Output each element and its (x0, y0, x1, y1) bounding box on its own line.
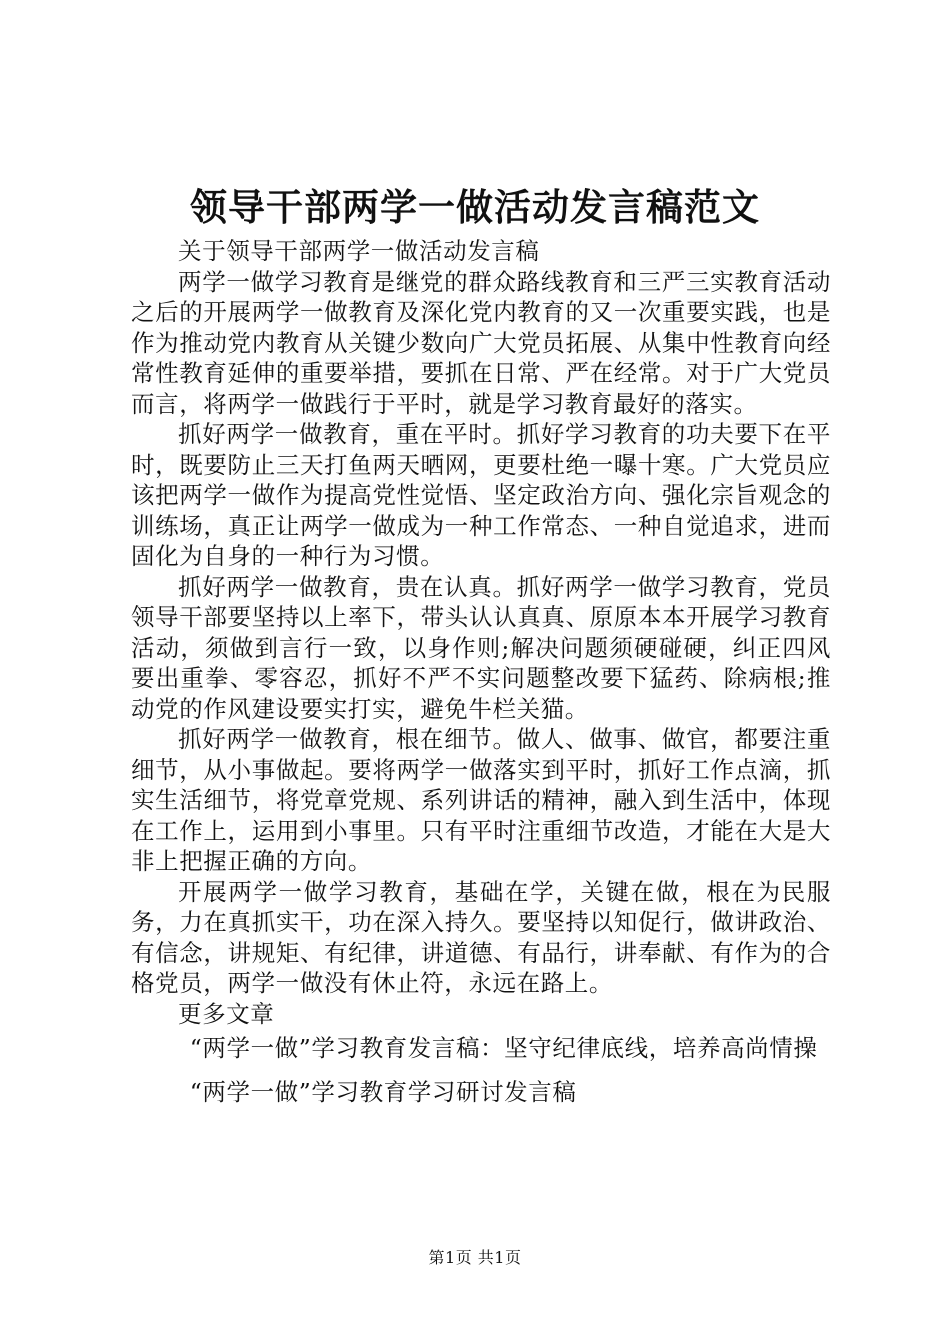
more-article-link[interactable]: “两学一做”学习教育发言稿：坚守纪律底线，培养高尚情操 (189, 1034, 818, 1062)
document-body (131, 236, 831, 1107)
body-paragraph: 两学一做学习教育是继党的群众路线教育和三严三实教育活动之后的开展两学一做教育及深化党内教育的又一次重要实践，也是作为推动党内教育从关键少数向广大党员拓展、从集中性教育向经常性教育延伸的重要举措，要抓在日常、严在经常。对于广大党员而言，将两学一做践行于平时，就是学习教育最好的落实。 (131, 267, 831, 418)
more-articles-label: 更多文章 (178, 999, 275, 1028)
body-paragraph: 抓好两学一做教育，重在平时。抓好学习教育的功夫要下在平时，既要防止三天打鱼两天晒网，更要杜绝一曝十寒。广大党员应该把两学一做作为提高党性觉悟、坚定政治方向、强化宗旨观念的训练场，真正让两学一做成为一种工作常态、一种自觉追求，进而固化为自身的一种行为习惯。 (131, 420, 831, 570)
page-footer: 第1页 共1页 (428, 1248, 522, 1267)
body-paragraph: 抓好两学一做教育，根在细节。做人、做事、做官，都要注重细节，从小事做起。要将两学一做落实到平时，抓好工作点滴，抓实生活细节，将党章党规、系列讲话的精神，融入到生活中，体现在工作上，运用到小事里。只有平时注重细节改造，才能在大是大非上把握正确的方向。 (131, 725, 831, 875)
document-title: 领导干部两学一做活动发言稿范文 (190, 185, 760, 229)
body-paragraph: 开展两学一做学习教育，基础在学，关键在做，根在为民服务，力在真抓实干，功在深入持久。要坚持以知促行，做讲政治、有信念，讲规矩、有纪律，讲道德、有品行，讲奉献、有作为的合格党员，两学一做没有休止符，永远在路上。 (131, 877, 831, 997)
document-subtitle: 关于领导干部两学一做活动发言稿 (178, 237, 540, 265)
more-article-link[interactable]: “两学一做”学习教育学习研讨发言稿 (189, 1077, 577, 1106)
body-paragraph: 抓好两学一做教育，贵在认真。抓好两学一做学习教育，党员领导干部要坚持以上率下，带头认认真真、原原本本开展学习教育活动，须做到言行一致，以身作则;解决问题须硬碰硬，纠正四风要出重拳、零容忍，抓好不严不实问题整改要下猛药、除病根;推动党的作风建设要实打实，避免牛栏关猫。 (131, 572, 831, 723)
